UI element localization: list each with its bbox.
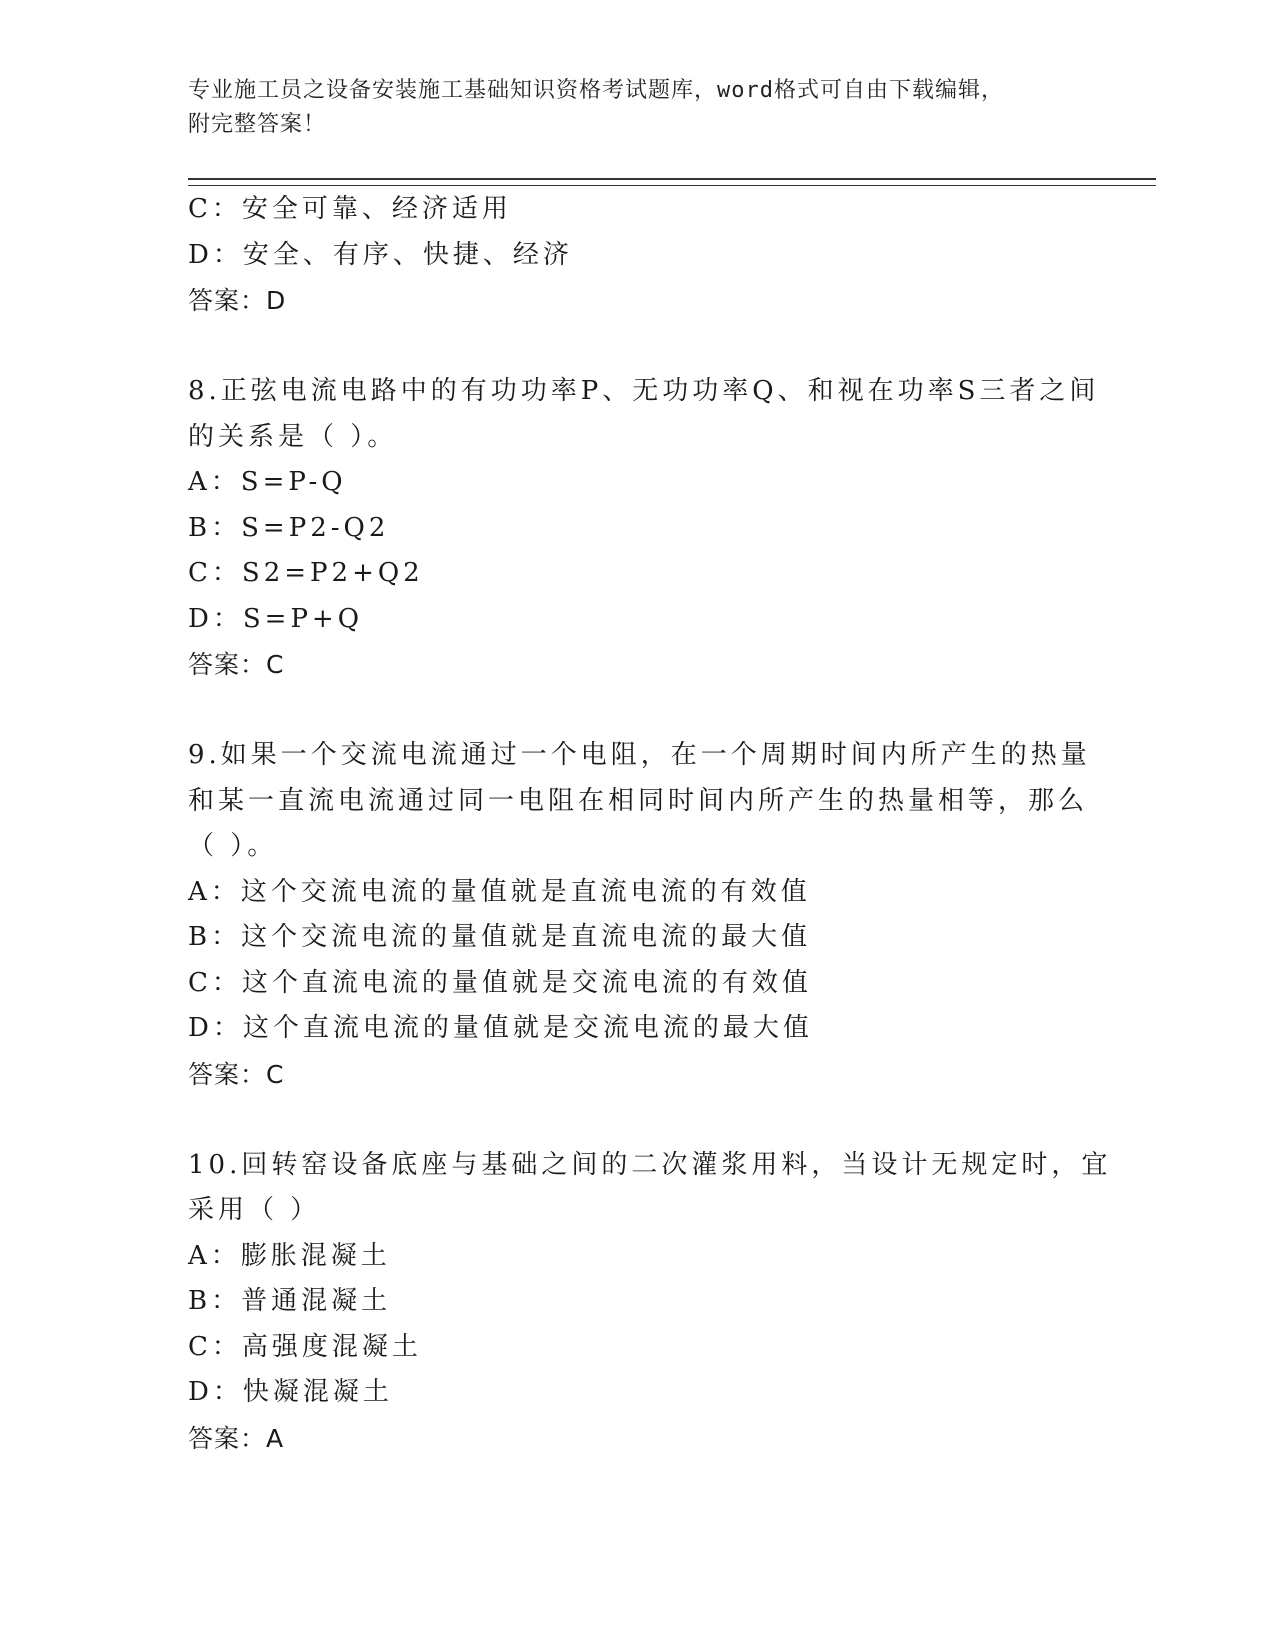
question-stem-line: 8.正弦电流电路中的有功功率P、无功功率Q、和视在功率S三者之间 (188, 376, 1100, 406)
option-c: C：这个直流电流的量值就是交流电流的有效值 (188, 967, 812, 998)
question-prev (188, 187, 1088, 324)
question-stem-line: 的关系是（ ）。 (188, 421, 398, 452)
option-d: D：这个直流电流的量值就是交流电流的最大值 (188, 1013, 813, 1043)
option-d: D：S=P+Q (188, 603, 364, 634)
option-a: A：S=P-Q (188, 467, 347, 497)
option-c: C：安全可靠、经济适用 (188, 194, 512, 224)
answer-text: 答案：C (188, 650, 285, 679)
header-rule (188, 178, 1156, 186)
option-a: A：这个交流电流的量值就是直流电流的有效值 (188, 876, 811, 907)
answer-text: 答案：D (188, 286, 287, 315)
option-b: B：普通混凝土 (188, 1286, 392, 1316)
question-stem-line: 采用（ ） (188, 1195, 321, 1225)
question-stem-line: 9.如果一个交流电流通过一个电阻，在一个周期时间内所产生的热量 (188, 740, 1091, 770)
question-stem-line: （ ）。 (188, 831, 278, 861)
question-8 (188, 369, 1100, 688)
document-header (188, 74, 1088, 142)
option-c: C：S2=P2+Q2 (188, 558, 424, 588)
option-b: B：这个交流电流的量值就是直流电流的最大值 (188, 922, 812, 952)
answer-text: 答案：A (188, 1423, 285, 1453)
answer-text: 答案：C (188, 1059, 285, 1089)
option-d: D：安全、有序、快捷、经济 (188, 239, 573, 270)
header-line-2: 附完整答案！ (188, 112, 327, 137)
header-line-1: 专业施工员之设备安装施工基础知识资格考试题库，word格式可自由下载编辑， (188, 78, 1004, 103)
option-b: B：S=P2-Q2 (188, 512, 390, 543)
option-c: C：高强度混凝土 (188, 1331, 422, 1362)
question-stem-line: 和某一直流电流通过同一电阻在相同时间内所产生的热量相等，那么 (188, 785, 1089, 816)
question-stem-line: 10.回转窑设备底座与基础之间的二次灌浆用料，当设计无规定时，宜 (188, 1149, 1112, 1180)
question-10 (188, 1143, 1112, 1462)
question-9 (188, 733, 1091, 1097)
option-a: A：膨胀混凝土 (188, 1240, 391, 1271)
question-list (188, 187, 1112, 1461)
option-d: D：快凝混凝土 (188, 1377, 393, 1407)
